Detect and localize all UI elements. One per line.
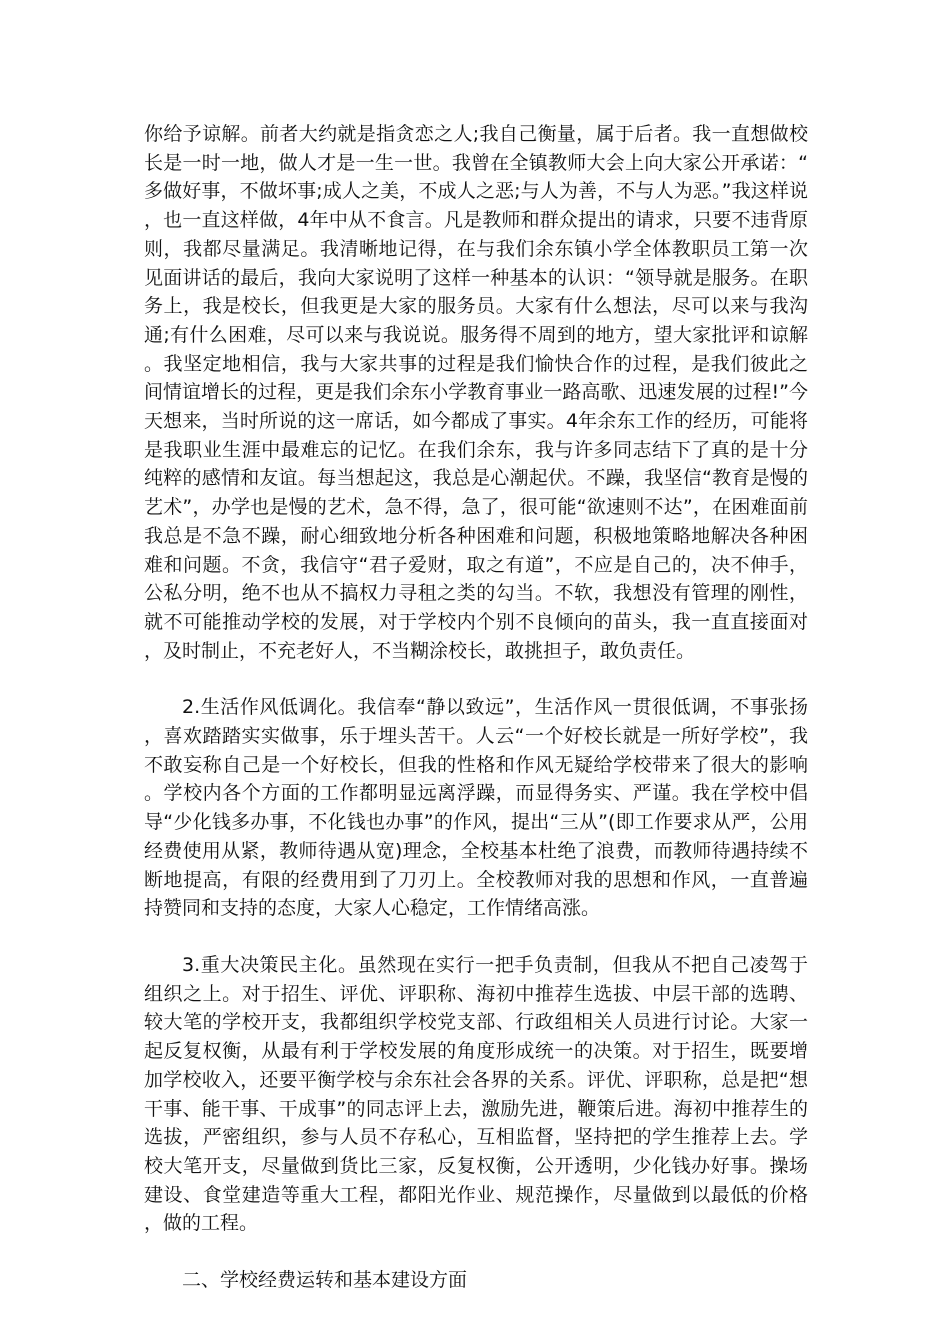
section-heading: 二、学校经费运转和基本建设方面 bbox=[182, 1269, 468, 1292]
paragraph-lifestyle: 2.生活作风低调化。我信奉“静以致远”，生活作风一贯很低调，不事张扬，喜欢踏踏实实做事，乐于埋头苦干。人云“一个好校长就是一所好学校”，我不敢妄称自己是一个好校长，但我的性格和作风无疑给学校带来了很大的影响。学校内各个方面的工作都明显远离浮躁，而显得务实、严谨。我在学校中倡导“少化钱多办事，不化钱也办事”的作风，提出“三从”(即工作要求从严，公用经费使用从紧，教师待遇从宽)理念，全校基本杜绝了浪费，而教师待遇持续不断地提高，有限的经费用到了刀刃上。全校教师对我的思想和作风，一直普遍持赞同和支持的态度，大家人心稳定，工作情绪高涨。 bbox=[144, 696, 808, 920]
paragraph-continuation: 你给予谅解。前者大约就是指贪恋之人;我自己衡量，属于后者。我一直想做校长是一时一地，做人才是一生一世。我曾在全镇教师大会上向大家公开承诺：“多做好事，不做坏事;成人之美，不成人之恶;与人为善，不与人为恶。”我这样说，也一直这样做，4年中从不食言。凡是教师和群众提出的请求，只要不违背原则，我都尽量满足。我清晰地记得，在与我们余东镇小学全体教职员工第一次见面讲话的最后，我向大家说明了这样一种基本的认识：“领导就是服务。在职务上，我是校长，但我更是大家的服务员。大家有什么想法，尽可以来与我沟通;有什么困难，尽可以来与我说说。服务得不周到的地方，望大家批评和谅解。我坚定地相信，我与大家共事的过程是我们愉快合作的过程，是我们彼此之间情谊增长的过程，更是我们余东小学教育事业一路高歌、迅速发展的过程!”今天想来，当时所说的这一席话，如今都成了事实。4年余东工作的经历，可能将是我职业生涯中最难忘的记忆。在我们余东，我与许多同志结下了真的是十分纯粹的感情和友谊。每当想起这，我总是心潮起伏。不躁，我坚信“教育是慢的艺术”，办学也是慢的艺术，急不得，急了，很可能“欲速则不达”，在困难面前我总是不急不躁，耐心细致地分析各种困难和问题，积极地策略地解决各种困难和问题。不贪，我信守“君子爱财，取之有道”，不应是自己的，决不伸手，公私分明，绝不也从不搞权力寻租之类的勾当。不软，我想没有管理的刚性，就不可能推动学校的发展，对于学校内个别不良倾向的苗头，我一直直接面对，及时制止，不充老好人，不当糊涂校长，敢挑担子，敢负责任。 bbox=[144, 123, 808, 662]
paragraph-decision-making: 3.重大决策民主化。虽然现在实行一把手负责制，但我从不把自己凌驾于组织之上。对于招生、评优、评职称、海初中推荐生选拔、中层干部的选聘、较大笔的学校开支，我都组织学校党支部、行政组相关人员进行讨论。大家一起反复权衡，从最有利于学校发展的角度形成统一的决策。对于招生，既要增加学校收入，还要平衡学校与余东社会各界的关系。评优、评职称，总是把“想干事、能干事、干成事”的同志评上去，激励先进，鞭策后进。海初中推荐生的选拔，严密组织，参与人员不存私心，互相监督，坚持把的学生推荐上去。学校大笔开支，尽量做到货比三家，反复权衡，公开透明，少化钱办好事。操场建设、食堂建造等重大工程，都阳光作业、规范操作，尽量做到以最低的价格，做的工程。 bbox=[144, 953, 808, 1235]
document-body bbox=[144, 120, 808, 1295]
